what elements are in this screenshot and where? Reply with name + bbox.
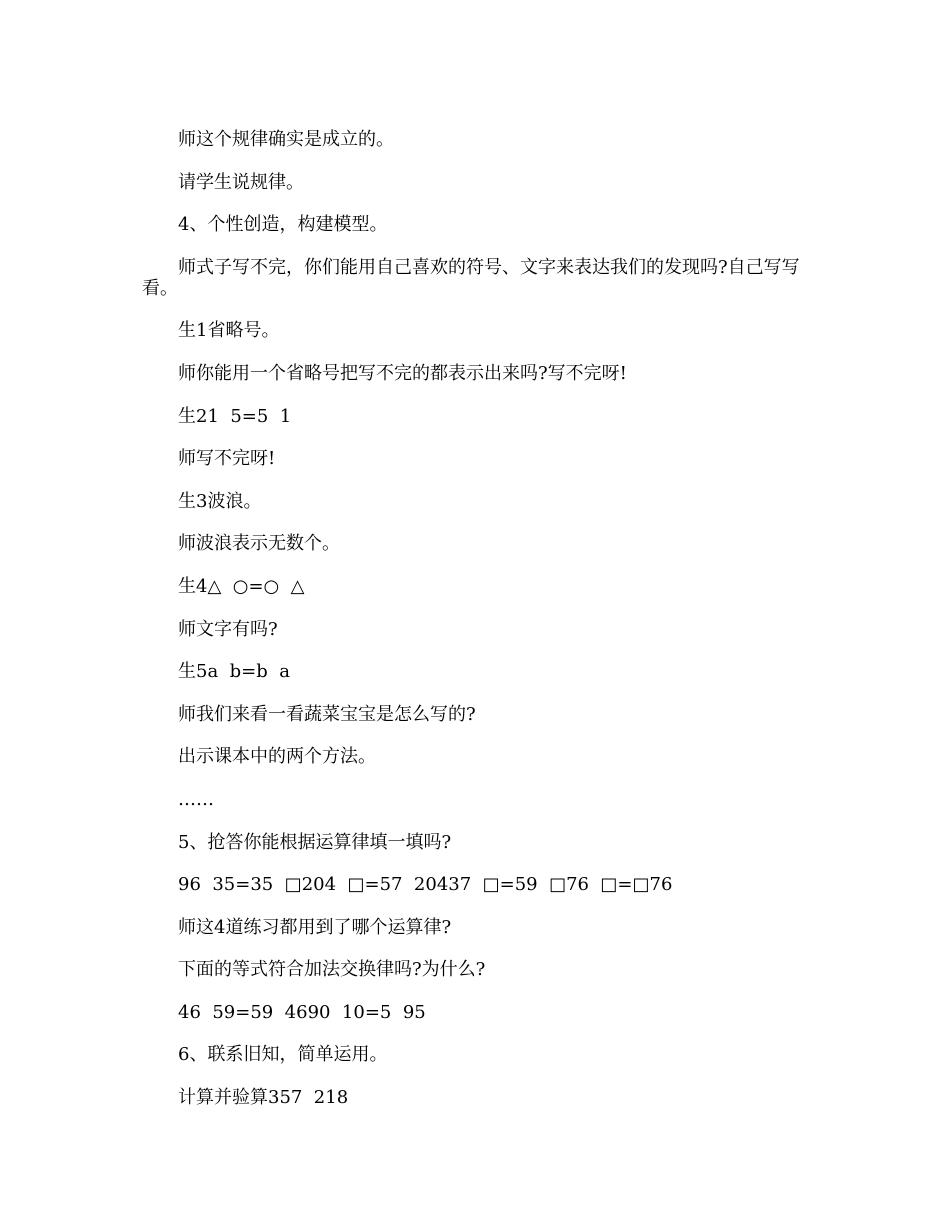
paragraph: 下面的等式符合加法交换律吗?为什么?	[178, 959, 486, 981]
paragraph: 出示课本中的两个方法。	[178, 746, 376, 768]
paragraph: 生21 5=5 1	[178, 405, 292, 427]
paragraph: 师我们来看一看蔬菜宝宝是怎么写的?	[178, 703, 476, 725]
paragraph: 96 35=35 □204 □=57 20437 □=59 □76 □=□76	[178, 874, 673, 896]
paragraph: 师这个规律确实是成立的。	[178, 129, 394, 150]
paragraph: 4、个性创造，构建模型。	[178, 214, 388, 236]
paragraph: 46 59=59 4690 10=5 95	[178, 1001, 426, 1023]
paragraph: 生5a b=b a	[178, 661, 290, 683]
paragraph: 生4△ ○=○ △	[178, 575, 305, 597]
ellipsis-line: ……	[178, 788, 214, 810]
paragraph: 师这4道练习都用到了哪个运算律?	[178, 916, 452, 938]
paragraph: 师你能用一个省略号把写不完的都表示出来吗?写不完呀!	[178, 362, 627, 384]
paragraph: 6、联系旧知，简单运用。	[178, 1044, 388, 1066]
paragraph: 师文字有吗?	[178, 618, 278, 640]
paragraph: 师波浪表示无数个。	[178, 533, 340, 555]
document-body	[142, 129, 807, 1130]
paragraph: 计算并验算357 218	[178, 1087, 349, 1109]
paragraph: 生3波浪。	[178, 490, 262, 512]
paragraph: 生1省略号。	[178, 320, 280, 342]
paragraph: 师式子写不完，你们能用自己喜欢的符号、文字来表达我们的发现吗?自己写写看。	[142, 256, 800, 299]
paragraph: 请学生说规律。	[178, 171, 304, 193]
paragraph: 5、抢答你能根据运算律填一填吗?	[178, 831, 452, 853]
paragraph: 师写不完呀!	[178, 448, 276, 470]
